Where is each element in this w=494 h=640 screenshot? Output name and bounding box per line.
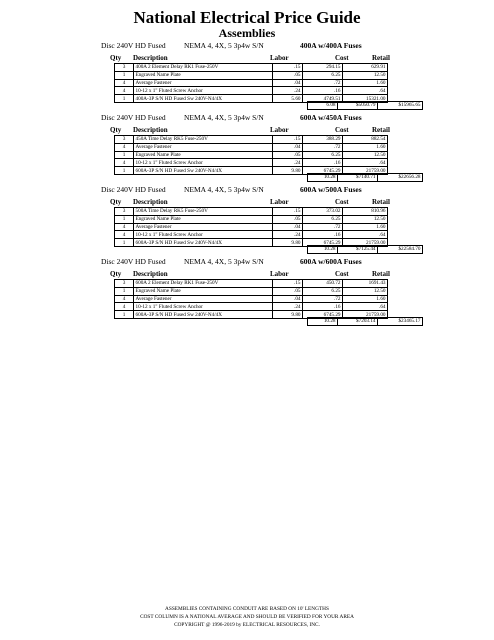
table-row: [115, 223, 388, 231]
retail-cell: 21759.00: [343, 239, 388, 247]
description-header: Description: [133, 270, 168, 278]
labor-cell: .15: [273, 208, 303, 216]
description-cell: 10-12 x 1" Fluted Screw Anchor: [134, 231, 273, 239]
table-row: [115, 295, 388, 303]
totals-row: [308, 318, 423, 326]
description-cell: 600A-3P S/N HD Fused Sw 240V-N4/4X: [134, 311, 273, 319]
cost-cell: 6.25: [303, 151, 343, 159]
section-category: Disc 240V HD Fused: [101, 257, 166, 266]
section-rating: 600A w/500A Fuses: [300, 185, 362, 194]
retail-cell: 12.50: [343, 151, 388, 159]
table-row: [115, 159, 388, 167]
retail-cell: 1.60: [343, 143, 388, 151]
table-row: [115, 79, 388, 87]
totals-row: [308, 246, 423, 254]
qty-cell: 4: [115, 303, 134, 311]
labor-header: Labor: [270, 270, 289, 278]
retail-total: $22584.70: [378, 246, 423, 254]
retail-cell: .64: [343, 87, 388, 95]
labor-cell: .24: [273, 159, 303, 167]
retail-total: $23465.17: [378, 318, 423, 326]
retail-cell: 1691.43: [343, 280, 388, 288]
cost-cell: 294.15: [303, 64, 343, 72]
qty-cell: 1: [115, 311, 134, 319]
cost-cell: .72: [303, 143, 343, 151]
retail-cell: 1.60: [343, 79, 388, 87]
retail-cell: 1.60: [343, 223, 388, 231]
table-row: [115, 64, 388, 72]
labor-cell: 9.80: [273, 239, 303, 247]
section-header: [101, 40, 421, 52]
cost-cell: .72: [303, 79, 343, 87]
retail-cell: 12.50: [343, 71, 388, 79]
cost-cell: .72: [303, 295, 343, 303]
retail-total: $15965.65: [378, 102, 423, 110]
qty-cell: 1: [115, 151, 134, 159]
description-cell: Engraved Name Plate: [134, 71, 273, 79]
footer-note-cost: COST COLUMN IS A NATIONAL AVERAGE AND SHOULD BE VERIFIED FOR YOUR AREA: [140, 614, 354, 620]
totals-table: [307, 101, 423, 110]
qty-cell: 3: [115, 208, 134, 216]
description-cell: 500A Time Delay RK5 Fuse-250V: [134, 208, 273, 216]
page-title: National Electrical Price Guide: [133, 8, 361, 27]
qty-cell: 3: [115, 136, 134, 144]
labor-cell: .04: [273, 223, 303, 231]
section-category: Disc 240V HD Fused: [101, 185, 166, 194]
labor-cell: .04: [273, 143, 303, 151]
cost-cell: .16: [303, 87, 343, 95]
qty-cell: 4: [115, 223, 134, 231]
labor-cell: .15: [273, 136, 303, 144]
qty-cell: 4: [115, 231, 134, 239]
labor-cell: .05: [273, 151, 303, 159]
description-cell: 400A 2 Element Delay RK1 Fuse-250V: [134, 64, 273, 72]
description-cell: 10-12 x 1" Fluted Screw Anchor: [134, 87, 273, 95]
description-header: Description: [133, 54, 168, 62]
retail-header: Retail: [372, 126, 390, 134]
description-cell: 600A-3P S/N HD Fused Sw 240V-N4/4X: [134, 167, 273, 175]
footer-note-conduit: ASSEMBLIES CONTAINING CONDUIT ARE BASED ON 10' LENGTHS: [165, 606, 329, 612]
labor-total: 10.28: [308, 174, 338, 182]
section-header: [101, 256, 421, 268]
totals-table: [307, 317, 423, 326]
cost-header: Cost: [335, 54, 349, 62]
cost-cell: .16: [303, 231, 343, 239]
section-rating: 600A w/600A Fuses: [300, 257, 362, 266]
cost-cell: 6745.29: [303, 311, 343, 319]
items-table: [114, 279, 388, 319]
labor-cell: .04: [273, 295, 303, 303]
section-category: Disc 240V HD Fused: [101, 113, 166, 122]
qty-cell: 4: [115, 87, 134, 95]
retail-header: Retail: [372, 270, 390, 278]
cost-cell: 6.25: [303, 71, 343, 79]
table-row: [115, 87, 388, 95]
description-cell: 10-12 x 1" Fluted Screw Anchor: [134, 303, 273, 311]
page-subtitle: Assemblies: [218, 26, 276, 40]
cost-cell: 450.72: [303, 280, 343, 288]
section-spec: NEMA 4, 4X, 5 3p4w S/N: [184, 257, 264, 266]
section-spec: NEMA 4, 4X, 5 3p4w S/N: [184, 113, 264, 122]
labor-cell: .04: [273, 79, 303, 87]
qty-cell: 4: [115, 79, 134, 87]
qty-cell: 1: [115, 95, 134, 103]
description-cell: Average Fastener: [134, 295, 273, 303]
qty-cell: 1: [115, 167, 134, 175]
qty-cell: 4: [115, 295, 134, 303]
table-row: [115, 143, 388, 151]
section-header: [101, 184, 421, 196]
table-row: [115, 287, 388, 295]
qty-cell: 1: [115, 239, 134, 247]
qty-header: Qty: [110, 270, 122, 278]
labor-cell: .24: [273, 303, 303, 311]
qty-header: Qty: [110, 198, 122, 206]
labor-cell: .24: [273, 87, 303, 95]
cost-cell: 6745.29: [303, 167, 343, 175]
cost-cell: .16: [303, 303, 343, 311]
cost-header: Cost: [335, 198, 349, 206]
cost-total: $7203.14: [338, 318, 378, 326]
cost-header: Cost: [335, 126, 349, 134]
description-cell: 450A Time Delay RK5 Fuse-250V: [134, 136, 273, 144]
description-cell: 10-12 x 1" Fluted Screw Anchor: [134, 159, 273, 167]
description-cell: 400A-3P S/N HD Fused Sw 240V-N4/4X: [134, 95, 273, 103]
description-cell: Engraved Name Plate: [134, 287, 273, 295]
labor-cell: .24: [273, 231, 303, 239]
cost-cell: 6.25: [303, 215, 343, 223]
table-row: [115, 208, 388, 216]
description-cell: 600A 2 Element Delay RK1 Fuse-250V: [134, 280, 273, 288]
labor-cell: 9.80: [273, 311, 303, 319]
retail-total: $22656.28: [378, 174, 423, 182]
items-table: [114, 63, 388, 103]
labor-cell: .15: [273, 280, 303, 288]
retail-header: Retail: [372, 198, 390, 206]
table-row: [115, 215, 388, 223]
cost-header: Cost: [335, 270, 349, 278]
qty-cell: 3: [115, 64, 134, 72]
section-rating: 400A w/400A Fuses: [300, 41, 362, 50]
qty-cell: 3: [115, 280, 134, 288]
section-spec: NEMA 4, 4X, 5 3p4w S/N: [184, 41, 264, 50]
qty-header: Qty: [110, 126, 122, 134]
labor-total: 10.28: [308, 246, 338, 254]
description-cell: 600A-3P S/N HD Fused Sw 240V-N4/4X: [134, 239, 273, 247]
section-category: Disc 240V HD Fused: [101, 41, 166, 50]
section-rating: 600A w/450A Fuses: [300, 113, 362, 122]
footer-copyright: COPYRIGHT @ 1996-2019 by ELECTRICAL RESOURCES, INC.: [174, 622, 320, 628]
cost-cell: 6745.29: [303, 239, 343, 247]
retail-header: Retail: [372, 54, 390, 62]
retail-cell: .64: [343, 303, 388, 311]
labor-cell: 5.60: [273, 95, 303, 103]
retail-cell: 12.50: [343, 215, 388, 223]
cost-cell: 373.02: [303, 208, 343, 216]
totals-table: [307, 245, 423, 254]
description-cell: Engraved Name Plate: [134, 151, 273, 159]
cost-total: $7125.44: [338, 246, 378, 254]
totals-row: [308, 174, 423, 182]
labor-cell: .15: [273, 64, 303, 72]
labor-header: Labor: [270, 126, 289, 134]
description-header: Description: [133, 198, 168, 206]
qty-cell: 4: [115, 143, 134, 151]
section-spec: NEMA 4, 4X, 5 3p4w S/N: [184, 185, 264, 194]
description-cell: Average Fastener: [134, 223, 273, 231]
retail-cell: .64: [343, 231, 388, 239]
retail-cell: 21759.00: [343, 311, 388, 319]
labor-total: 10.28: [308, 318, 338, 326]
retail-cell: 12.50: [343, 287, 388, 295]
table-row: [115, 231, 388, 239]
qty-cell: 1: [115, 287, 134, 295]
description-cell: Average Fastener: [134, 143, 273, 151]
section-header: [101, 112, 421, 124]
qty-header: Qty: [110, 54, 122, 62]
cost-cell: 6.25: [303, 287, 343, 295]
table-row: [115, 280, 388, 288]
labor-cell: .05: [273, 287, 303, 295]
table-row: [115, 303, 388, 311]
items-table: [114, 207, 388, 247]
description-cell: Average Fastener: [134, 79, 273, 87]
retail-cell: 882.54: [343, 136, 388, 144]
labor-total: 6.08: [308, 102, 338, 110]
cost-total: $5050.79: [338, 102, 378, 110]
retail-cell: 21759.00: [343, 167, 388, 175]
qty-cell: 1: [115, 215, 134, 223]
labor-cell: .05: [273, 71, 303, 79]
qty-cell: 4: [115, 159, 134, 167]
table-row: [115, 71, 388, 79]
retail-cell: 810.96: [343, 208, 388, 216]
retail-cell: 15321.00: [343, 95, 388, 103]
items-table: [114, 135, 388, 175]
description-cell: Engraved Name Plate: [134, 215, 273, 223]
cost-cell: 4749.51: [303, 95, 343, 103]
totals-row: [308, 102, 423, 110]
cost-total: $7140.71: [338, 174, 378, 182]
table-row: [115, 151, 388, 159]
totals-table: [307, 173, 423, 182]
table-row: [115, 136, 388, 144]
labor-header: Labor: [270, 54, 289, 62]
labor-cell: .05: [273, 215, 303, 223]
retail-cell: 1.60: [343, 295, 388, 303]
retail-cell: .64: [343, 159, 388, 167]
cost-cell: 388.29: [303, 136, 343, 144]
labor-cell: 9.80: [273, 167, 303, 175]
retail-cell: 629.91: [343, 64, 388, 72]
cost-cell: .16: [303, 159, 343, 167]
labor-header: Labor: [270, 198, 289, 206]
cost-cell: .72: [303, 223, 343, 231]
qty-cell: 1: [115, 71, 134, 79]
description-header: Description: [133, 126, 168, 134]
